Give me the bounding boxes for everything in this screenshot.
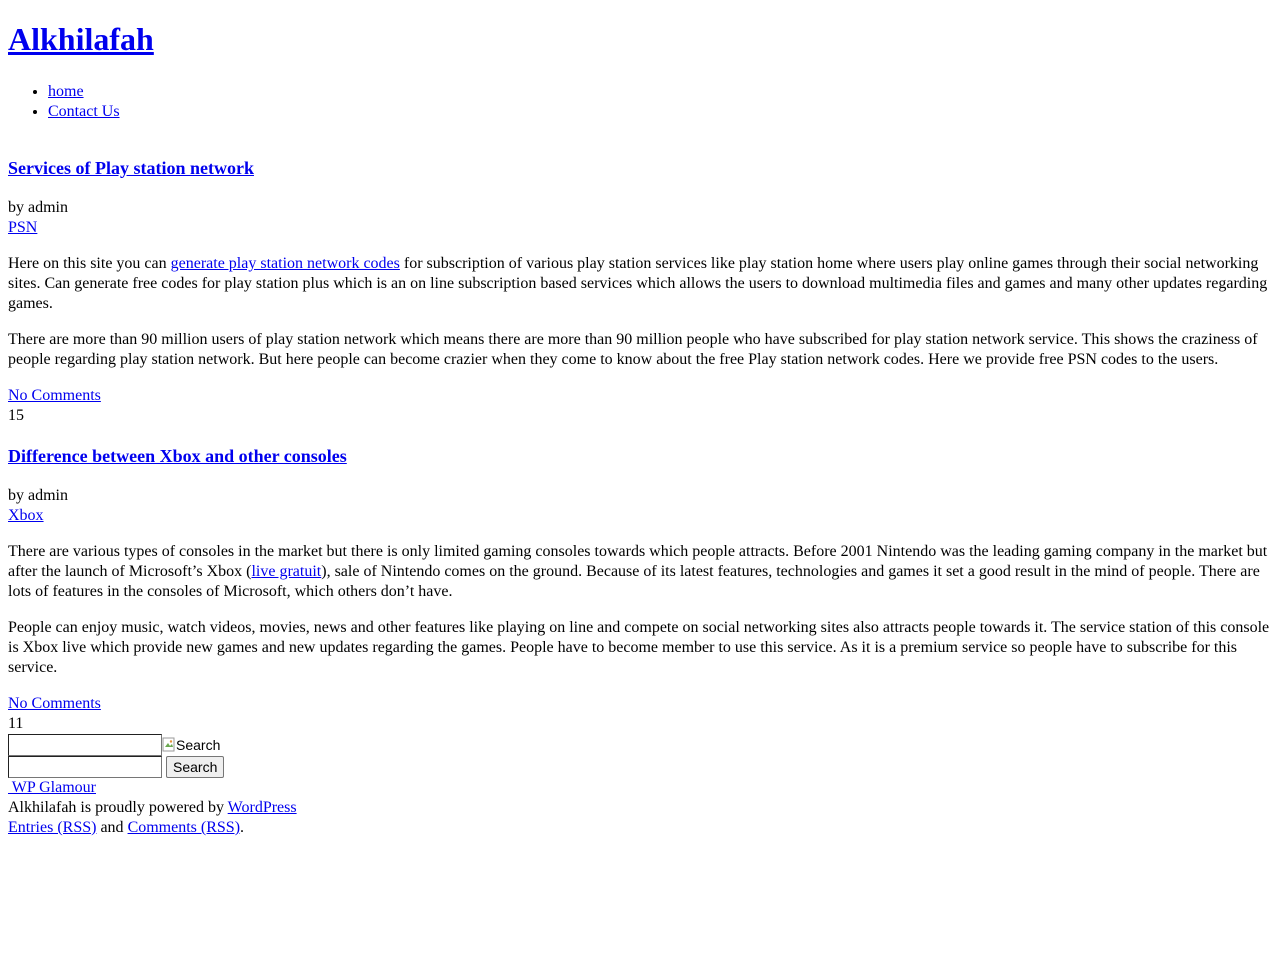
site-title (8, 21, 1272, 58)
site-title-link[interactable]: Alkhilafah (8, 21, 154, 57)
footer-feeds (8, 818, 1272, 838)
post-paragraph: There are more than 90 million users of play station network which means there are more than 90 million people who have subscribed for play station network service. This shows the craziness of people regarding play station network. But here people can become crazier when they come to know about the free Play station network codes. Here we provide free PSN codes to the users. (8, 331, 1258, 368)
broken-image-icon (162, 737, 176, 753)
post-meta (8, 198, 1272, 238)
footer (8, 778, 1272, 838)
paragraph-text: There are various types of consoles in the market but there is only limited gaming consoles towards which people attracts. Before 2001 Nintendo was the leading gaming company in the market but after the launch of Microsoft’s Xbox ( (8, 543, 1268, 580)
post-paragraph (8, 542, 1272, 602)
inline-link[interactable]: live gratuit (251, 563, 322, 580)
end-text: . (240, 819, 245, 836)
comments-link[interactable]: No Comments (8, 695, 101, 712)
footer-theme (8, 778, 1272, 798)
comments-link[interactable]: No Comments (8, 387, 101, 404)
post-category (8, 506, 1272, 526)
nav-item-contact (48, 102, 1272, 122)
post-comments (8, 694, 1272, 714)
post (8, 158, 1272, 426)
powered-text: Alkhilafah is proudly powered by (8, 799, 228, 816)
category-link[interactable]: Xbox (8, 507, 44, 524)
inline-link[interactable]: generate play station network codes (170, 255, 400, 272)
post-title-link[interactable]: Services of Play station network (8, 158, 254, 178)
post-title (8, 158, 1272, 178)
main-nav (8, 82, 1272, 122)
search-input[interactable] (8, 734, 162, 756)
post-category (8, 218, 1272, 238)
comments-rss-link[interactable]: Comments (RSS) (127, 819, 241, 836)
post-comments (8, 386, 1272, 406)
wordpress-link[interactable]: WordPress (227, 799, 297, 816)
post-meta (8, 486, 1272, 526)
search-form-image (8, 734, 1272, 756)
footer-powered (8, 798, 1272, 818)
search-form (8, 756, 1272, 778)
search-input[interactable] (8, 756, 162, 778)
post-count: 11 (8, 715, 24, 732)
post-byline: by admin (8, 487, 68, 504)
page (0, 21, 1280, 838)
nav-item-home (48, 82, 1272, 102)
nav-link-contact[interactable]: Contact Us (48, 103, 120, 120)
search-image-button[interactable] (162, 734, 220, 756)
post-paragraph (8, 254, 1272, 314)
theme-link[interactable]: WP Glamour (8, 779, 96, 796)
paragraph-text: ), sale of Nintendo comes on the ground. Because of its latest features, technologies and games it set a good result in the mind of people. There are lots of features in the consoles of Microsoft, which others don’t have. (8, 563, 1260, 600)
post-byline: by admin (8, 199, 68, 216)
and-text: and (96, 819, 128, 836)
nav-link-home[interactable]: home (48, 83, 84, 100)
post-title (8, 446, 1272, 466)
post-paragraph: People can enjoy music, watch videos, movies, news and other features like playing on line and compete on social networking sites also attracts people towards it. The service station of this console is Xbox live which provide new games and new updates regarding the games. People have to become member to use this service. As it is a premium service so people have to subscribe for this service. (8, 619, 1270, 676)
category-link[interactable]: PSN (8, 219, 38, 236)
entries-rss-link[interactable]: Entries (RSS) (8, 819, 97, 836)
post-count: 15 (8, 407, 24, 424)
paragraph-text: Here on this site you can (8, 255, 171, 272)
search-image-alt: Search (176, 737, 221, 753)
post-title-link[interactable]: Difference between Xbox and other consoles (8, 446, 347, 466)
paragraph-text: for subscription of various play station services like play station home where users play online games through their social networking sites. Can generate free codes for play station plus which is an on line subscription based services which allows the users to download multimedia files and games and many other updates regarding games. (8, 255, 1268, 312)
search-button[interactable]: Search (166, 756, 224, 778)
post (8, 446, 1272, 734)
